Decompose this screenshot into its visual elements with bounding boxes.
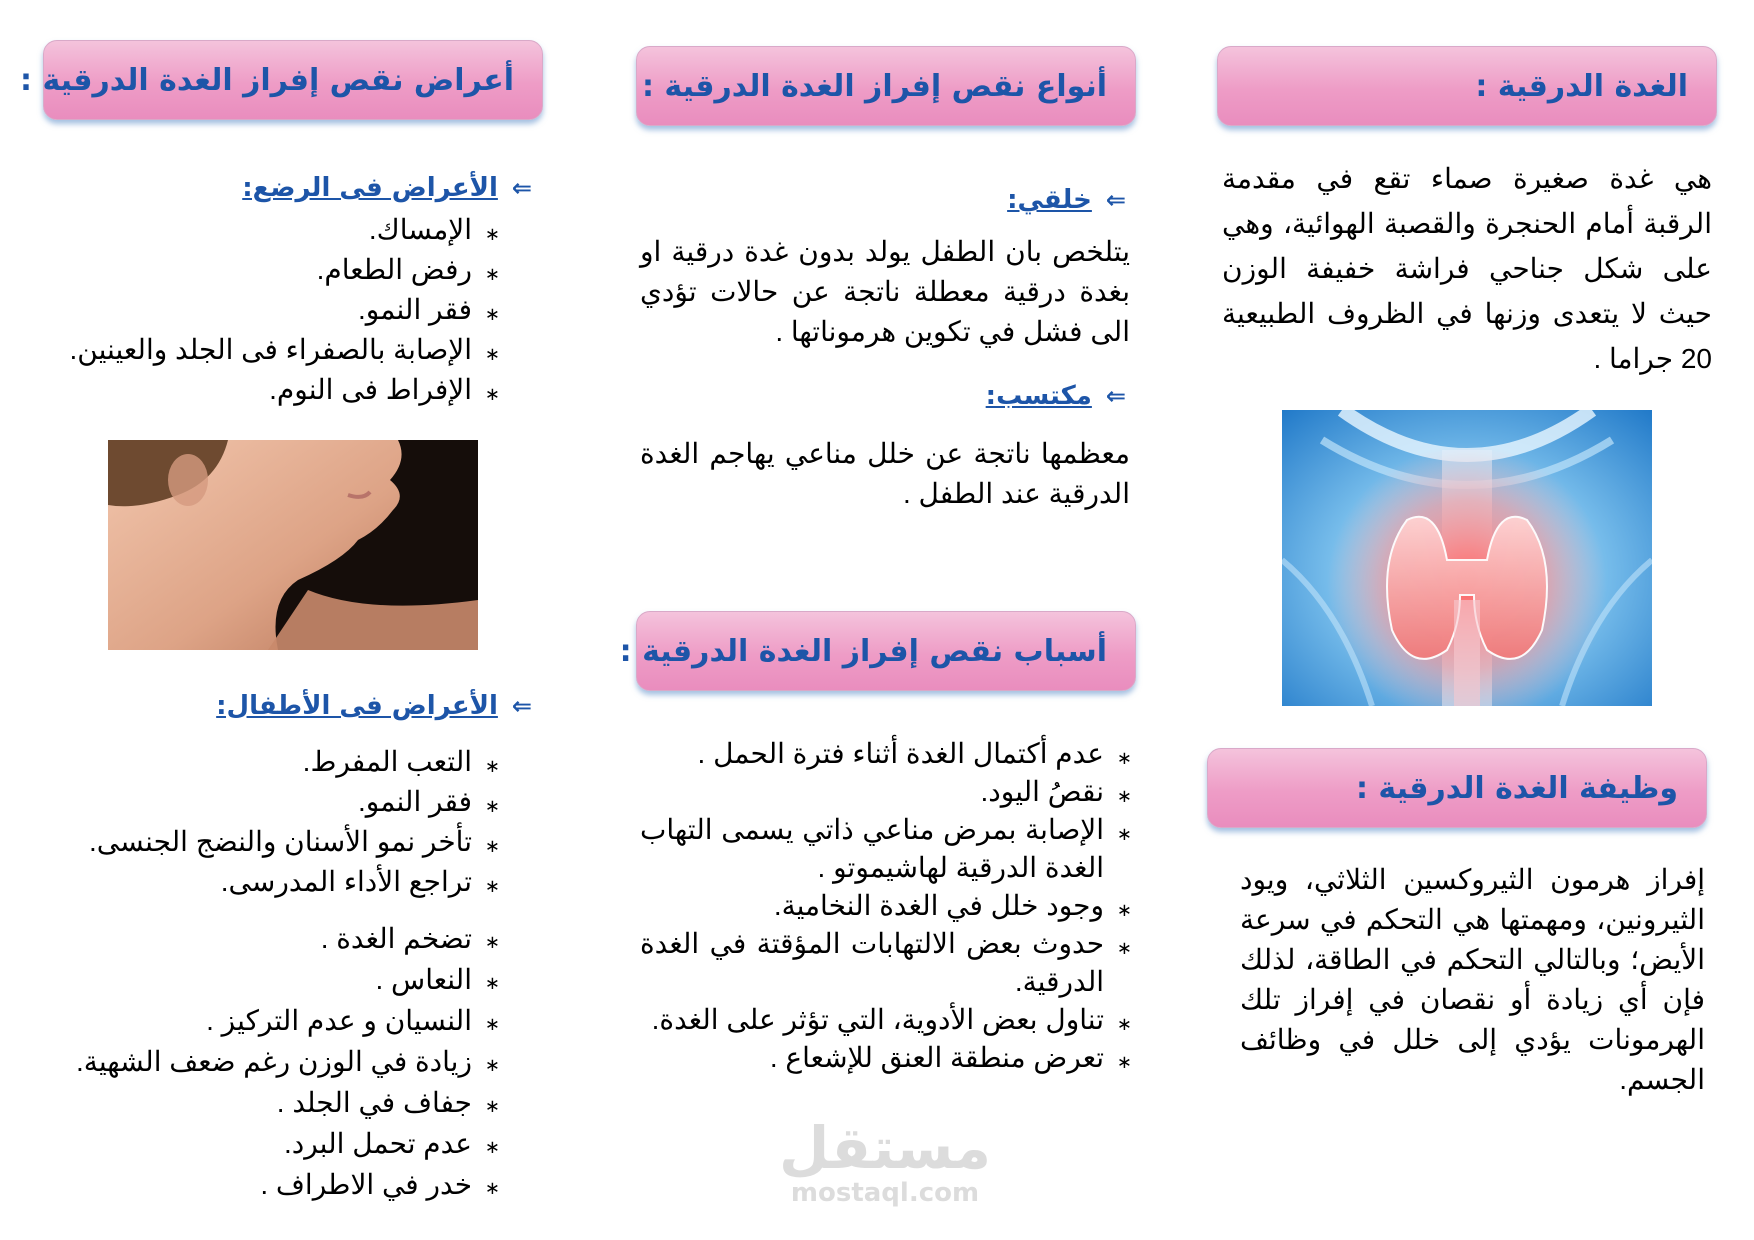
congenital-label: خلقي: (1007, 185, 1092, 215)
arrow-icon: ⇐ (1105, 382, 1126, 410)
acquired-label: مكتسب: (985, 381, 1092, 411)
infant-symptoms-list (69, 210, 500, 410)
list-item: ∗ الإفراط فى النوم. (69, 370, 500, 410)
thyroid-illustration (1282, 410, 1652, 706)
causes-heading-banner (619, 611, 1136, 691)
thyroid-description: هي غدة صغيرة صماء تقع في مقدمة الرقبة أمام الحنجرة والقصبة الهوائية، وهي على شكل جناحي فراشة خفيفة الوزن حيث لا يتعدى وزنها في الظروف الطبيعية 20 جراما . (1222, 163, 1712, 374)
list-item: ∗ تعرض منطقة العنق للإشعاع . (640, 1039, 1132, 1077)
congenital-heading (1007, 180, 1126, 220)
list-item: ∗ رفض الطعام. (69, 250, 500, 290)
congenital-text: يتلخص بان الطفل يولد بدون غدة درقية او بغدة درقية معطلة ناتجة عن حالات تؤدي الى فشل في تكوين هرموناتها . (640, 236, 1130, 347)
list-item: ∗ الإصابة بمرض مناعي ذاتي يسمى التهاب الغدة الدرقية لهاشيموتو . (640, 811, 1132, 887)
children-label: الأعراض فى الأطفال: (216, 691, 498, 721)
child-photo-image (108, 440, 478, 650)
types-heading: أنواع نقص إفراز الغدة الدرقية : (641, 69, 1107, 104)
infants-label: الأعراض فى الرضع: (242, 173, 498, 203)
list-item: ∗ التعب المفرط. (89, 742, 500, 782)
list-item: ∗ النعاس . (76, 959, 500, 1000)
acquired-text: معظمها ناتجة عن خلل مناعي يهاجم الغدة الدرقية عند الطفل . (640, 438, 1130, 509)
arrow-icon: ⇐ (511, 692, 532, 720)
children-heading (216, 686, 532, 726)
list-item: ∗ زيادة في الوزن رغم ضعف الشهية. (76, 1041, 500, 1082)
watermark-arabic: مستقل (778, 1114, 992, 1182)
arrow-icon: ⇐ (511, 174, 532, 202)
list-item: ∗ الإمساك. (69, 210, 500, 250)
arrow-icon: ⇐ (1105, 186, 1126, 214)
list-item: ∗ وجود خلل في الغدة النخامية. (640, 887, 1132, 925)
list-item: ∗ حدوث بعض الالتهابات المؤقتة في الغدة الدرقية. (640, 925, 1132, 1001)
list-item: ∗ النسيان و عدم التركيز . (76, 1000, 500, 1041)
thyroid-image (1282, 410, 1652, 706)
list-item: ∗ تأخر نمو الأسنان والنضج الجنسى. (89, 822, 500, 862)
function-heading-banner (1207, 748, 1707, 828)
watermark (775, 1114, 995, 1208)
causes-heading: أسباب نقص إفراز الغدة الدرقية : (619, 634, 1107, 669)
list-item: ∗ نقصُ اليود. (640, 773, 1132, 811)
list-item: ∗ جفاف في الجلد . (76, 1082, 500, 1123)
list-item: ∗ فقر النمو. (69, 290, 500, 330)
children-symptoms-list-b (76, 918, 500, 1205)
children-symptoms-list-a (89, 742, 500, 902)
list-item: ∗ عدم أكتمال الغدة أثناء فترة الحمل . (640, 735, 1132, 773)
symptoms-heading: أعراض نقص إفراز الغدة الدرقية : (20, 63, 514, 98)
list-item: ∗ تناول بعض الأدوية، التي تؤثر على الغدة. (640, 1001, 1132, 1039)
list-item: ∗ الإصابة بالصفراء فى الجلد والعينين. (69, 330, 500, 370)
infants-heading (242, 168, 532, 208)
thyroid-heading: الغدة الدرقية : (1475, 69, 1688, 104)
thyroid-heading-banner (1217, 46, 1717, 126)
symptoms-heading-banner (20, 40, 543, 120)
list-item: ∗ خدر في الاطراف . (76, 1164, 500, 1205)
watermark-latin: mostaql.com (790, 1178, 980, 1208)
function-description: إفراز هرمون الثيروكسين الثلاثي، ويود الثيرونين، ومهمتها هي التحكم في سرعة الأيض؛ وبالتالي التحكم في الطاقة، لذلك فإن أي زيادة أو نقصان في إفراز تلك الهرمونات يؤدي إلى خلل في وظائف الجسم. (1240, 864, 1705, 1095)
list-item: ∗ فقر النمو. (89, 782, 500, 822)
child-neck-photo (108, 440, 478, 650)
function-heading: وظيفة الغدة الدرقية : (1355, 771, 1678, 806)
causes-list (640, 735, 1132, 1077)
list-item: ∗ عدم تحمل البرد. (76, 1123, 500, 1164)
list-item: ∗ تضخم الغدة . (76, 918, 500, 959)
types-heading-banner (636, 46, 1136, 126)
list-item: ∗ تراجع الأداء المدرسى. (89, 862, 500, 902)
acquired-heading (986, 376, 1126, 416)
